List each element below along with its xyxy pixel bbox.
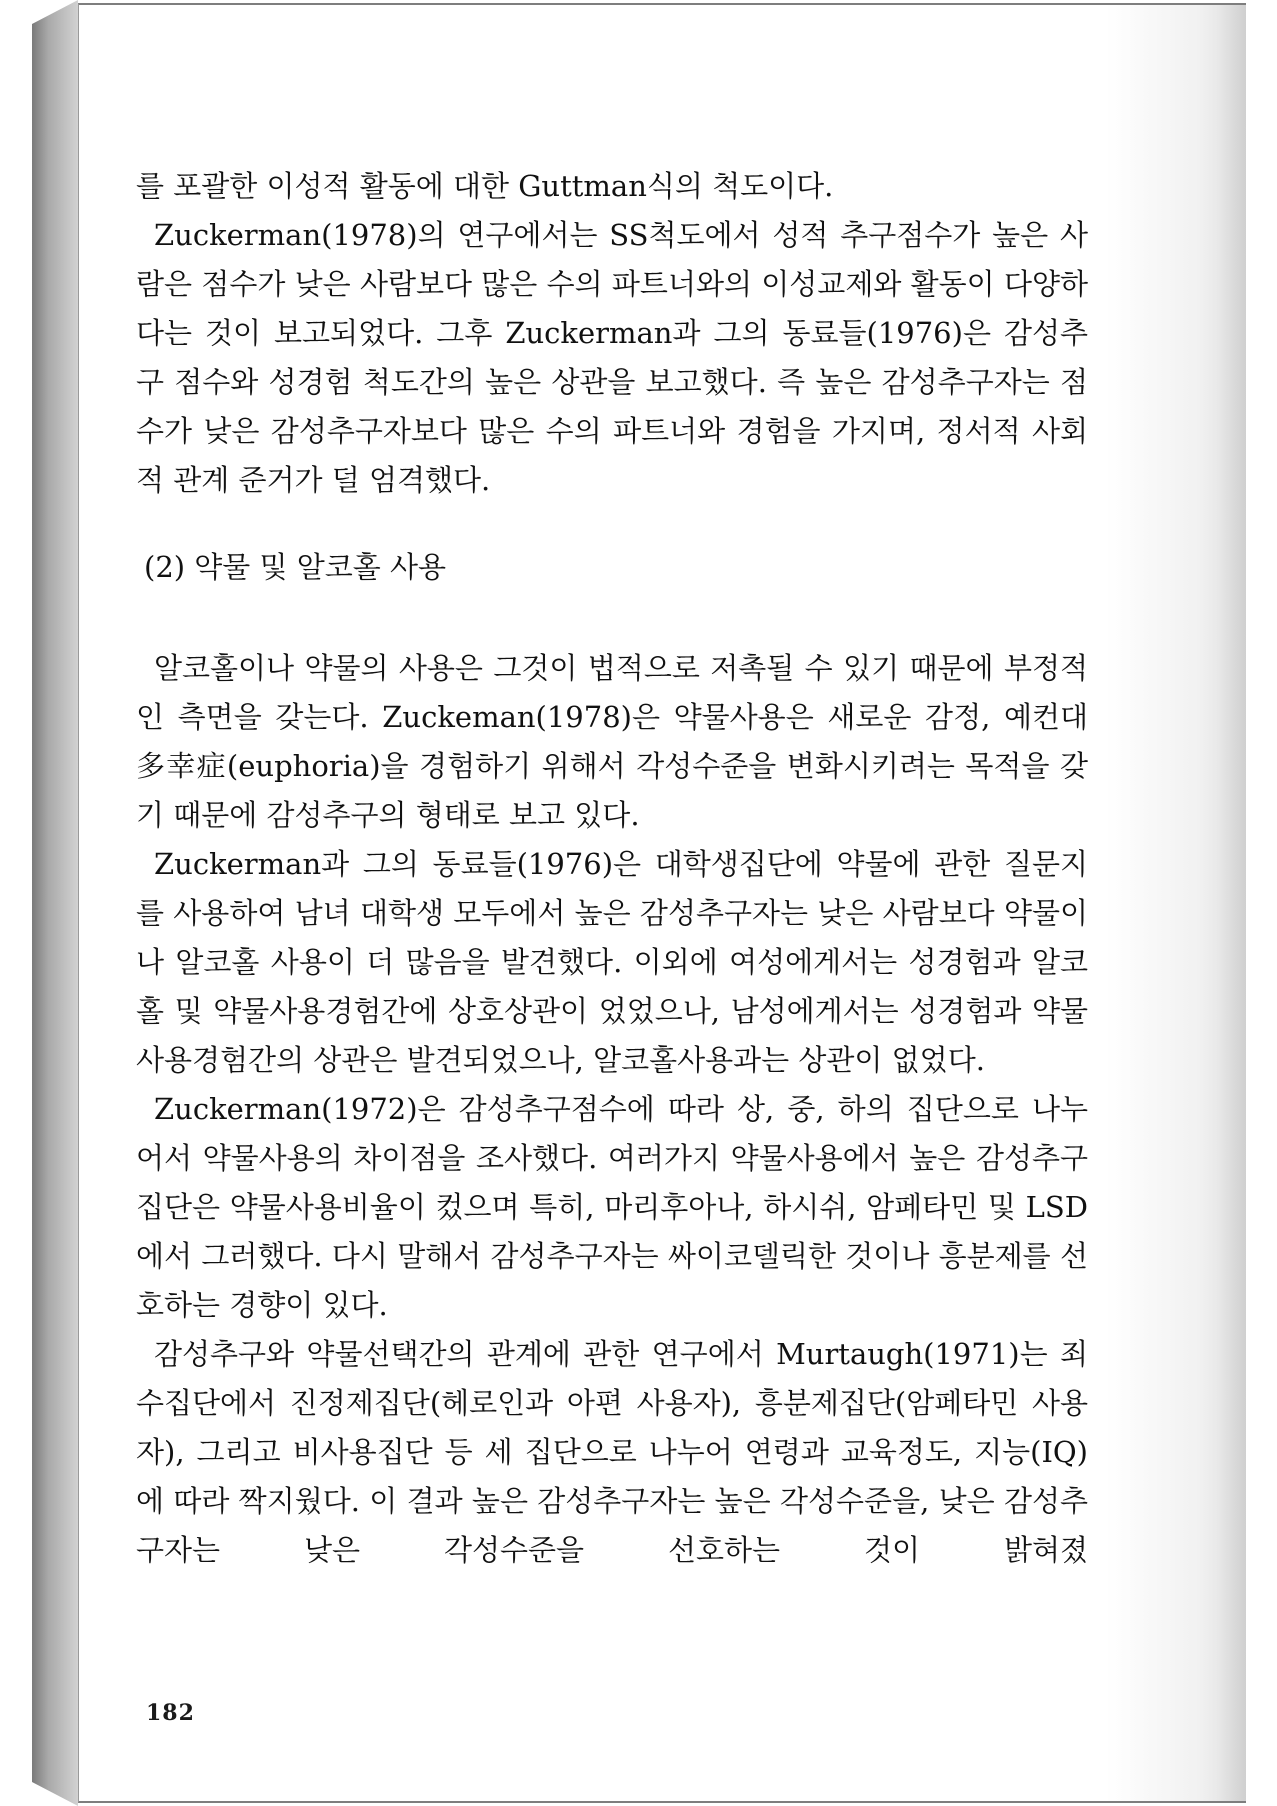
page-edge-shadow — [1216, 5, 1246, 1801]
paragraph-alcohol-drug-use: 알코홀이나 약물의 사용은 그것이 법적으로 저촉될 수 있기 때문에 부정적인 측면을 갖는다. Zuckeman(1978)은 약물사용은 새로운 감정, 예컨대 多幸症(euphoria)을 경험하기 위해서 각성수준을 변화시키려는 목적을 갖기 때문에 감성추구의 형태로 보고 있다. — [136, 651, 1088, 832]
section-heading: (2) 약물 및 알코홀 사용 — [144, 550, 447, 584]
paragraph-continued: 를 포괄한 이성적 활동에 대한 Guttman식의 척도이다. — [136, 169, 834, 203]
paragraph-murtaugh-1971: 감성추구와 약물선택간의 관계에 관한 연구에서 Murtaugh(1971)는 죄수집단에서 진정제집단(헤로인과 아편 사용자), 흥분제집단(암페타민 사용자), 그리고 비사용집단 등 세 집단으로 나누어 연령과 교육정도, 지능(IQ)에 따라 짝지웠다. 이 결과 높은 감성추구자는 높은 각성수준을, 낮은 감성추구자는 낮은 각성수준을 선호하는 것이 밝혀졌 — [136, 1337, 1088, 1567]
book-spine — [32, 0, 78, 1806]
paragraph-zuckerman-1976: Zuckerman과 그의 동료들(1976)은 대학생집단에 약물에 관한 질문지를 사용하여 남녀 대학생 모두에서 높은 감성추구자는 낮은 사람보다 약물이나 알코홀 사용이 더 많음을 발견했다. 이외에 여성에게서는 성경험과 알코홀 및 약물사용경험간에 상호상관이 었었으나, 남성에게서는 성경험과 약물사용경험간의 상관은 발견되었으나, 알코홀사용과는 상관이 없었다. — [136, 847, 1088, 1077]
page-number: 182 — [146, 1700, 195, 1726]
paragraph-zuckerman-1978: Zuckerman(1978)의 연구에서는 SS척도에서 성적 추구점수가 높은 사람은 점수가 낮은 사람보다 많은 수의 파트너와의 이성교제와 활동이 다양하다는 것이 보고되었다. 그후 Zuckerman과 그의 동료들(1976)은 감성추구 점수와 성경험 척도간의 높은 상관을 보고했다. 즉 높은 감성추구자는 점수가 낮은 감성추구자보다 많은 수의 파트너와 경험을 가지며, 정서적 사회적 관계 준거가 덜 엄격했다. — [136, 218, 1088, 497]
paragraph-zuckerman-1972: Zuckerman(1972)은 감성추구점수에 따라 상, 중, 하의 집단으로 나누어서 약물사용의 차이점을 조사했다. 여러가지 약물사용에서 높은 감성추구집단은 약물사용비율이 컸으며 특히, 마리후아나, 하시쉬, 암페타민 및 LSD에서 그러했다. 다시 말해서 감성추구자는 싸이코델릭한 것이나 흥분제를 선호하는 경향이 있다. — [136, 1092, 1088, 1322]
body-text — [136, 162, 1088, 1575]
